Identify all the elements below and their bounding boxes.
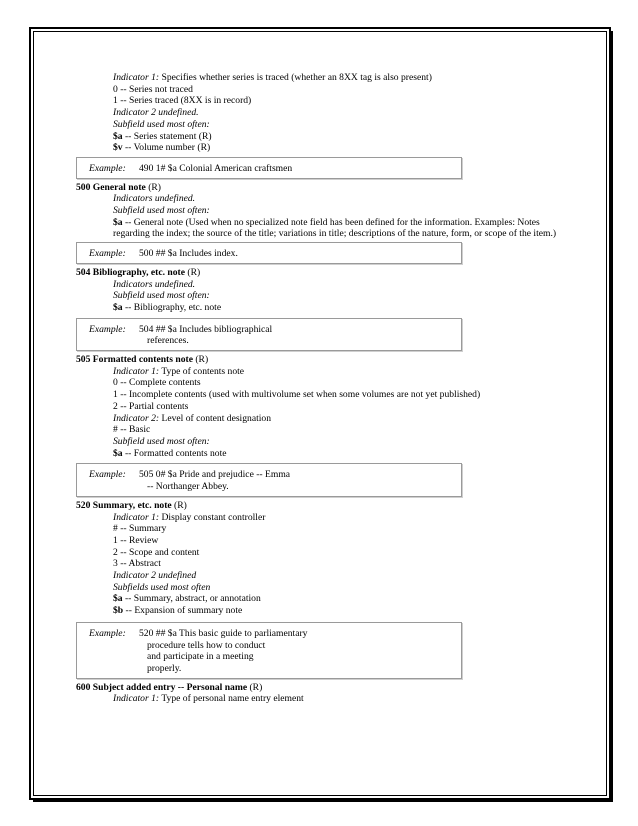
indicator-line: Indicators undefined. [113, 278, 196, 290]
page-border-shadow-right [611, 31, 613, 802]
example-text: 520 ## $a This basic guide to parliamentary [139, 627, 308, 639]
example-text: 500 ## $a Includes index. [139, 248, 238, 260]
section-505 [76, 354, 576, 497]
indicator-1-line: Indicator 1: Specifies whether series is traced (whether an 8XX tag is also present) [113, 72, 432, 83]
value-line: 2 -- Partial contents [113, 400, 189, 412]
indicator-2-line: Indicator 2 undefined [113, 570, 197, 582]
indicator-line: Indicators undefined. [113, 193, 196, 205]
subfield-heading: Subfield used most often: [113, 290, 210, 302]
document-body [76, 72, 576, 705]
example-text: references. [147, 335, 189, 347]
example-box [76, 157, 462, 179]
value-line: 3 -- Abstract [113, 558, 161, 570]
value-line: 0 -- Complete contents [113, 377, 201, 389]
section-490 [76, 72, 576, 179]
subfield-heading: Subfields used most often [113, 581, 211, 593]
indicator-1-line: Indicator 1: Type of contents note [113, 365, 245, 377]
example-box [76, 622, 462, 679]
indicator-1-line: Indicator 1: Display constant controller [113, 511, 266, 523]
example-text: 504 ## $a Includes bibliographical [139, 323, 273, 335]
example-label: Example: [89, 248, 126, 260]
example-text: procedure tells how to conduct [147, 639, 266, 651]
field-heading: 500 General note (R) [76, 181, 161, 193]
example-text: properly. [147, 662, 182, 674]
subfield-line: $a -- Summary, abstract, or annotation [113, 593, 261, 605]
value-line: # -- Summary [113, 523, 167, 535]
example-text: 490 1# $a Colonial American craftsmen [139, 162, 293, 174]
subfield-line: $a -- General note (Used when no specialized note field has been defined for the information. Examples: Notes regarding the index; the source of the title; variations in title; descriptions of the nature, form, or scope of the item.) [113, 216, 557, 240]
subfield-heading: Subfield used most often: [113, 205, 210, 217]
value-line: 1 -- Series traced (8XX is in record) [113, 95, 252, 107]
subfield-heading: Subfield used most often: [113, 118, 210, 130]
example-label: Example: [89, 469, 126, 481]
value-line: 2 -- Scope and content [113, 546, 200, 558]
indicator-2-line: Indicator 2 undefined. [113, 107, 199, 119]
example-label: Example: [89, 323, 126, 335]
value-line: 1 -- Review [113, 534, 159, 546]
example-box [76, 242, 462, 264]
section-520 [76, 500, 576, 679]
subfield-line: $v -- Volume number (R) [113, 142, 211, 154]
example-text: -- Northanger Abbey. [147, 481, 229, 493]
subfield-heading: Subfield used most often: [113, 435, 210, 447]
page-border-shadow-bottom [33, 800, 613, 802]
value-line: 0 -- Series not traced [113, 83, 193, 95]
example-text: 505 0# $a Pride and prejudice -- Emma [139, 469, 291, 481]
section-504 [76, 267, 576, 351]
example-label: Example: [89, 162, 126, 174]
subfield-line: $b -- Expansion of summary note [113, 605, 243, 617]
section-500 [76, 182, 576, 264]
example-box [76, 463, 462, 496]
field-heading: 600 Subject added entry -- Personal name (R) [76, 681, 263, 693]
field-heading: 505 Formatted contents note (R) [76, 354, 209, 366]
value-line: # -- Basic [113, 424, 151, 436]
value-line: 1 -- Incomplete contents (used with multivolume set when some volumes are not yet published) [113, 389, 481, 401]
field-heading: 504 Bibliography, etc. note (R) [76, 266, 201, 278]
example-text: and participate in a meeting [147, 651, 254, 663]
section-600 [76, 682, 576, 705]
indicator-1-line: Indicator 1: Type of personal name entry element [113, 693, 304, 705]
field-heading: 520 Summary, etc. note (R) [76, 499, 187, 511]
indicator-2-line: Indicator 2: Level of content designation [113, 412, 272, 424]
subfield-line: $a -- Bibliography, etc. note [113, 301, 222, 313]
subfield-line: $a -- Series statement (R) [113, 130, 212, 142]
example-box [76, 318, 462, 351]
subfield-line: $a -- Formatted contents note [113, 447, 227, 459]
example-label: Example: [89, 627, 126, 639]
